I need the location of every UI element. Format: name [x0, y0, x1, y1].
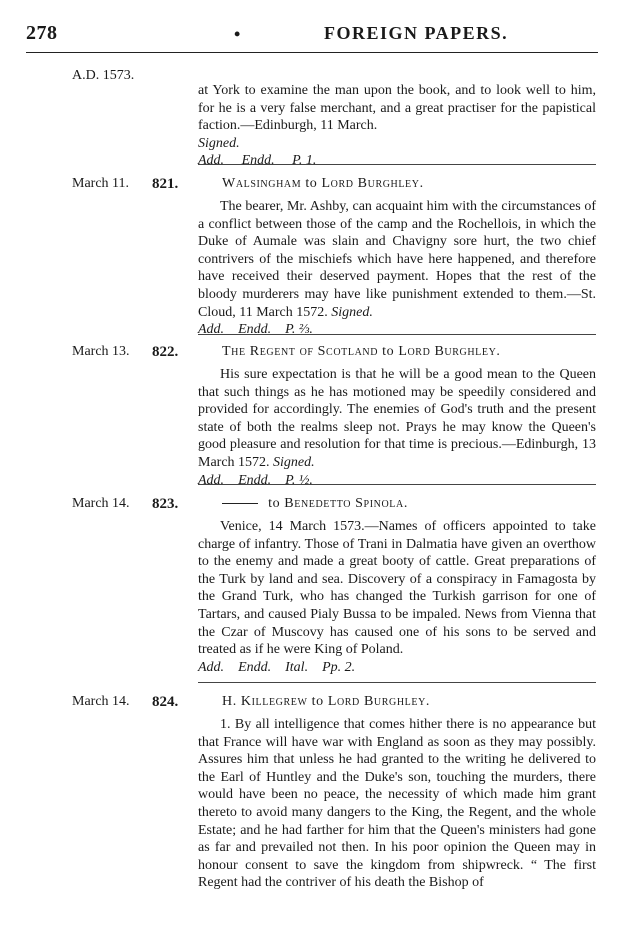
entry-separator	[198, 164, 596, 165]
entry-title: to Benedetto Spinola.	[222, 496, 408, 512]
entry-title: The Regent of Scotland to Lord Burghley.	[222, 344, 501, 359]
entry-body	[198, 366, 596, 489]
entry-number: 822.	[152, 344, 179, 360]
entry-date: A.D. 1573.	[72, 68, 135, 83]
entry-number: 823.	[152, 496, 179, 512]
entry-title: Walsingham to Lord Burghley.	[222, 176, 424, 191]
page-header	[26, 22, 598, 52]
entry-meta: Add. Endd. P. ⅔.	[198, 322, 313, 338]
running-title: FOREIGN PAPERS.	[324, 23, 509, 43]
entry-meta	[198, 152, 596, 170]
entry-signed: Signed.	[198, 135, 240, 151]
entry-text: at York to examine the man upon the book, and to look well to him, for he is a very false merchant, and a great practiser for the papistical faction.—Edinburgh, 11 March.	[198, 83, 596, 134]
entry-date: March 14.	[72, 496, 130, 511]
header-rule	[26, 52, 598, 53]
entry-body	[198, 716, 596, 892]
page-number: 278	[26, 22, 58, 44]
entry-number: 824.	[152, 694, 179, 710]
anonymous-dash	[222, 503, 258, 504]
entry-body	[198, 198, 596, 339]
entry-meta: Add. Endd. Ital. Pp. 2.	[198, 659, 356, 675]
entry-number: 821.	[152, 176, 179, 192]
entry-text: His sure expectation is that he will be a good mean to the Queen that such things as he has motioned may be speedily considered and provided for accordingly. The enemies of God's truth and the present state of both the realms sleep not. Prays he may know the Queen's good pleasure and resolution for that time is precious.—Edinburgh, 13 March 1572. Signed.	[198, 367, 596, 470]
entry-title: H. Killegrew to Lord Burghley.	[222, 694, 430, 709]
entry-separator	[198, 682, 596, 683]
entry-text: Venice, 14 March 1573.—Names of officers appointed to take charge of infantry. Those of Trani in Dalmatia have given an overthow to the enemy and made a great booty of cattle. Great preparations of the Turk by land and sea. Discovery of a conspiracy in Famagosta by the Grand Turk, who has changed the Turkish garrison for one of Tartars, and caused Pialy Bussa to be impaled. News from Vienna that the Czar of Muscovy has caused one of his sons to be served and treated as if he were King of Poland.	[198, 519, 596, 658]
entry-separator	[198, 484, 596, 485]
entry-body	[198, 518, 596, 676]
meta-item: Add.	[198, 153, 225, 169]
entry-text: The bearer, Mr. Ashby, can acquaint him with the circumstances of a conflict between those of the camp and the Rochellois, in which the Duke of Aumale was slain and Chavigny sore hurt, the two chief contrivers of the mischiefs which have here happened, and therefore have received their deserved payment. Hopes that the rest of the bloody murderers may have like punishment extended to them.—St. Cloud, 11 March 1572. Signed.	[198, 199, 596, 320]
header-bullet: •	[234, 24, 241, 44]
meta-item: Endd.	[241, 153, 275, 169]
entry-body	[198, 82, 596, 170]
entry-text: 1. By all intelligence that comes hither there is no appearance but that France will have war with England as soon as they may possibly. Assures him that unless he had granted to the writing he delivered to the Earl of Huntley and the Duke's son, touching the murders, there would have been no peace, the necessity of which made him grant thereto to avoid many dangers to the King, the Regent, and the whole Estate; and he had farther for him that the Queen's ministers had gone as far and prevailed not then. In his poor opinion the Queen may in honour consent to save the kingdom from shipwreck. “ The first Regent had the contriver of his death the Bishop of	[198, 717, 596, 891]
entry-meta: Add. Endd. P. ½.	[198, 472, 313, 488]
entry-date: March 14.	[72, 694, 130, 709]
entry-date: March 13.	[72, 344, 130, 359]
entry-date: March 11.	[72, 176, 130, 191]
meta-item: P. 1.	[292, 153, 317, 169]
entry-separator	[198, 334, 596, 335]
